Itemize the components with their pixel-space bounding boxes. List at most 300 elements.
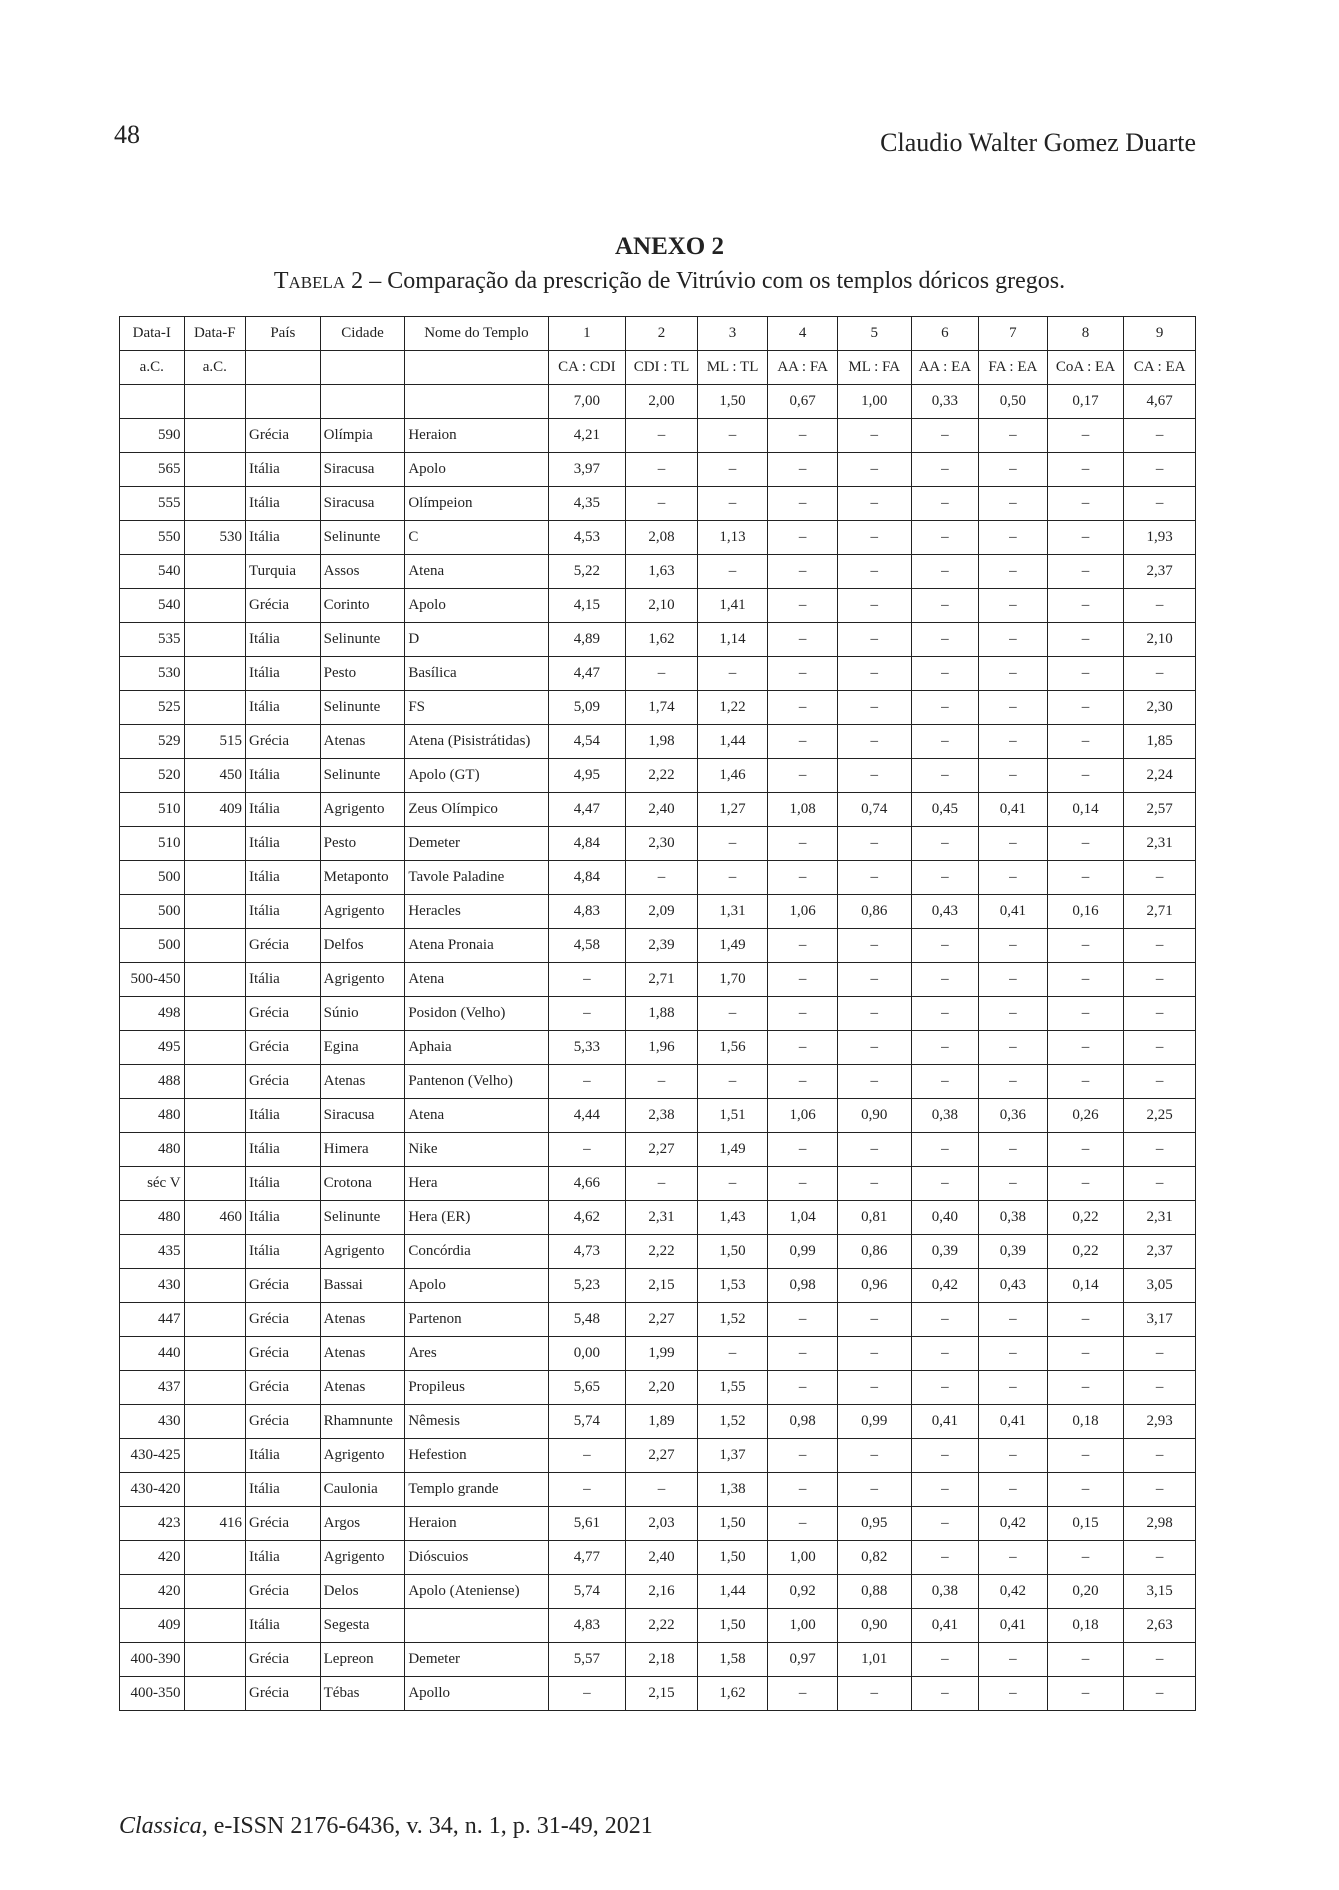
table-row <box>120 759 1196 793</box>
table-cell: Itália <box>246 1609 321 1643</box>
table-cell: – <box>911 759 979 793</box>
table-cell: 4,53 <box>548 521 626 555</box>
table-cell: – <box>979 1303 1048 1337</box>
table-cell: 4,84 <box>548 827 626 861</box>
table-cell: 1,44 <box>697 1575 768 1609</box>
table-cell: CDI : TL <box>626 351 698 385</box>
table-cell: – <box>1047 1439 1124 1473</box>
table-cell: – <box>837 1303 911 1337</box>
table-cell: Grécia <box>246 1303 321 1337</box>
table-cell: 540 <box>120 589 185 623</box>
table-cell: 0,14 <box>1047 1269 1124 1303</box>
table-cell: Propileus <box>405 1371 548 1405</box>
table-cell: Caulonia <box>320 1473 405 1507</box>
table-cell: – <box>979 555 1048 589</box>
table-cell: – <box>1047 589 1124 623</box>
table-cell: – <box>837 521 911 555</box>
running-head-author: Claudio Walter Gomez Duarte <box>880 128 1196 157</box>
table-caption-text: – Comparação da prescrição de Vitrúvio com os templos dóricos gregos. <box>363 268 1066 294</box>
table-cell: 4,62 <box>548 1201 626 1235</box>
table-cell <box>184 691 246 725</box>
table-cell: – <box>911 589 979 623</box>
footer-journal: Classica <box>119 1813 202 1839</box>
table-cell: 0,14 <box>1047 793 1124 827</box>
table-cell: Itália <box>246 861 321 895</box>
table-cell: 0,42 <box>911 1269 979 1303</box>
table-cell: 1,93 <box>1124 521 1196 555</box>
page-number: 48 <box>114 120 140 149</box>
table-cell: – <box>837 453 911 487</box>
table-cell: – <box>1047 997 1124 1031</box>
footer-citation <box>119 1813 653 1840</box>
table-cell: Itália <box>246 793 321 827</box>
table-cell: 2,08 <box>626 521 698 555</box>
table-cell: – <box>1047 1337 1124 1371</box>
table-cell: 4,35 <box>548 487 626 521</box>
table-cell: Atena <box>405 555 548 589</box>
table-row <box>120 487 1196 521</box>
table-cell: – <box>1047 1643 1124 1677</box>
table-cell: – <box>768 691 838 725</box>
table-cell: – <box>768 997 838 1031</box>
table-cell: CoA : EA <box>1047 351 1124 385</box>
table-cell <box>405 1609 548 1643</box>
table-row <box>120 691 1196 725</box>
table-row <box>120 1303 1196 1337</box>
table-cell: 0,50 <box>979 385 1048 419</box>
table-cell: – <box>979 657 1048 691</box>
table-cell: – <box>837 1133 911 1167</box>
table-cell: – <box>979 861 1048 895</box>
table-cell: 2,27 <box>626 1133 698 1167</box>
table-cell: – <box>837 1677 911 1711</box>
table-cell: – <box>768 929 838 963</box>
table-row <box>120 963 1196 997</box>
table-cell: – <box>1124 1677 1196 1711</box>
table-cell: Templo grande <box>405 1473 548 1507</box>
table-cell: – <box>626 419 698 453</box>
table-cell: Posidon (Velho) <box>405 997 548 1031</box>
table-cell <box>184 1031 246 1065</box>
table-cell: 6 <box>911 317 979 351</box>
table-cell: Hefestion <box>405 1439 548 1473</box>
table-cell: – <box>837 555 911 589</box>
table-cell: 0,45 <box>911 793 979 827</box>
table-cell: – <box>979 1133 1048 1167</box>
table-row <box>120 1065 1196 1099</box>
table-cell: – <box>979 1065 1048 1099</box>
table-cell: – <box>1047 623 1124 657</box>
table-cell: 0,86 <box>837 895 911 929</box>
table-cell: Atena <box>405 1099 548 1133</box>
table-cell: Concórdia <box>405 1235 548 1269</box>
table-cell: Himera <box>320 1133 405 1167</box>
table-cell: – <box>697 1065 768 1099</box>
table-cell: 2,40 <box>626 1541 698 1575</box>
table-row <box>120 1099 1196 1133</box>
table-cell: 0,33 <box>911 385 979 419</box>
table-cell: Delfos <box>320 929 405 963</box>
table-cell: Agrigento <box>320 963 405 997</box>
table-cell: 1,51 <box>697 1099 768 1133</box>
table-cell: 4,47 <box>548 793 626 827</box>
table-cell: 2,03 <box>626 1507 698 1541</box>
table-cell: – <box>837 1337 911 1371</box>
table-cell: 2,63 <box>1124 1609 1196 1643</box>
table-cell: 2,57 <box>1124 793 1196 827</box>
table-cell: 3,15 <box>1124 1575 1196 1609</box>
table-cell: 7,00 <box>548 385 626 419</box>
table-cell: 420 <box>120 1575 185 1609</box>
table-cell: 480 <box>120 1133 185 1167</box>
table-cell: 0,81 <box>837 1201 911 1235</box>
table-cell: – <box>1124 1065 1196 1099</box>
table-cell: – <box>911 1507 979 1541</box>
table-cell: – <box>911 521 979 555</box>
table-cell: C <box>405 521 548 555</box>
table-cell: – <box>1047 1065 1124 1099</box>
table-cell: – <box>768 589 838 623</box>
table-cell: – <box>979 419 1048 453</box>
table-cell: – <box>768 1065 838 1099</box>
table-cell: – <box>979 1677 1048 1711</box>
table-row <box>120 1031 1196 1065</box>
table-cell: Grécia <box>246 1065 321 1099</box>
table-cell: – <box>548 997 626 1031</box>
table-row <box>120 1235 1196 1269</box>
table-cell: 2,31 <box>1124 827 1196 861</box>
table-header-row <box>120 351 1196 385</box>
table-cell: Itália <box>246 1167 321 1201</box>
table-cell: – <box>768 419 838 453</box>
table-cell: 565 <box>120 453 185 487</box>
table-cell: 0,16 <box>1047 895 1124 929</box>
table-cell: 0,39 <box>911 1235 979 1269</box>
table-cell: 5,33 <box>548 1031 626 1065</box>
table-row <box>120 827 1196 861</box>
table-cell <box>184 1167 246 1201</box>
table-cell: Pantenon (Velho) <box>405 1065 548 1099</box>
table-cell: 0,96 <box>837 1269 911 1303</box>
table-cell: CA : CDI <box>548 351 626 385</box>
table-cell: Nike <box>405 1133 548 1167</box>
table-header-row <box>120 317 1196 351</box>
table-cell: Assos <box>320 555 405 589</box>
table-cell: 1,55 <box>697 1371 768 1405</box>
table-cell: 409 <box>184 793 246 827</box>
table-cell: 3,17 <box>1124 1303 1196 1337</box>
table-row <box>120 1167 1196 1201</box>
table-cell: 0,18 <box>1047 1405 1124 1439</box>
table-cell: 1,08 <box>768 793 838 827</box>
table-cell: – <box>911 1167 979 1201</box>
table-cell <box>184 1575 246 1609</box>
table-cell: 2,37 <box>1124 555 1196 589</box>
footer-citation-text: , e-ISSN 2176-6436, v. 34, n. 1, p. 31-49, 2021 <box>201 1813 653 1839</box>
table-cell: 1,37 <box>697 1439 768 1473</box>
table-cell: Súnio <box>320 997 405 1031</box>
table-cell: – <box>697 487 768 521</box>
table-row <box>120 623 1196 657</box>
table-cell: Itália <box>246 827 321 861</box>
table-cell: Grécia <box>246 589 321 623</box>
table-cell: 420 <box>120 1541 185 1575</box>
table-cell: Itália <box>246 1099 321 1133</box>
table-cell: – <box>768 1507 838 1541</box>
table-cell <box>184 1133 246 1167</box>
table-cell: 2,93 <box>1124 1405 1196 1439</box>
table-cell: – <box>1047 1031 1124 1065</box>
table-cell: Atenas <box>320 725 405 759</box>
table-cell: 0,20 <box>1047 1575 1124 1609</box>
table-cell: Apollo <box>405 1677 548 1711</box>
table-cell <box>184 1303 246 1337</box>
table-cell: 1,06 <box>768 1099 838 1133</box>
table-cell: 1,98 <box>626 725 698 759</box>
table-cell: 4,44 <box>548 1099 626 1133</box>
table-cell: 535 <box>120 623 185 657</box>
table-cell: 0,26 <box>1047 1099 1124 1133</box>
table-cell: Ares <box>405 1337 548 1371</box>
table-cell <box>184 929 246 963</box>
table-cell: 1,00 <box>768 1609 838 1643</box>
table-cell: Nêmesis <box>405 1405 548 1439</box>
table-row <box>120 895 1196 929</box>
table-cell: 0,42 <box>979 1507 1048 1541</box>
table-cell: Partenon <box>405 1303 548 1337</box>
table-cell: – <box>697 555 768 589</box>
table-cell: 1,38 <box>697 1473 768 1507</box>
table-cell: – <box>1047 487 1124 521</box>
table-cell: – <box>911 827 979 861</box>
table-cell: – <box>1047 419 1124 453</box>
table-cell: 495 <box>120 1031 185 1065</box>
table-cell: – <box>697 861 768 895</box>
table-cell: ML : TL <box>697 351 768 385</box>
table-cell: Itália <box>246 453 321 487</box>
table-cell: 2,09 <box>626 895 698 929</box>
table-cell: 1,13 <box>697 521 768 555</box>
table-cell: – <box>911 1337 979 1371</box>
table-cell: – <box>626 1065 698 1099</box>
table-cell: Apolo <box>405 1269 548 1303</box>
table-cell: 0,90 <box>837 1609 911 1643</box>
table-cell: 5,74 <box>548 1575 626 1609</box>
table-cell: Grécia <box>246 1405 321 1439</box>
table-row <box>120 861 1196 895</box>
table-cell: – <box>548 1677 626 1711</box>
table-cell: – <box>1047 691 1124 725</box>
table-cell: 1,63 <box>626 555 698 589</box>
table-cell: 2,71 <box>626 963 698 997</box>
table-cell: Grécia <box>246 1643 321 1677</box>
table-cell: – <box>1124 997 1196 1031</box>
table-cell <box>184 1405 246 1439</box>
table-cell: AA : FA <box>768 351 838 385</box>
table-cell: – <box>911 1031 979 1065</box>
table-cell: 1,49 <box>697 1133 768 1167</box>
table-cell: Turquia <box>246 555 321 589</box>
table-cell: 4,15 <box>548 589 626 623</box>
table-cell: 1,27 <box>697 793 768 827</box>
table-cell: 515 <box>184 725 246 759</box>
table-cell: – <box>768 1337 838 1371</box>
table-cell: 2,22 <box>626 759 698 793</box>
table-cell: – <box>837 1065 911 1099</box>
table-cell: Aphaia <box>405 1031 548 1065</box>
table-cell: – <box>1047 1541 1124 1575</box>
table-cell: 0,43 <box>911 895 979 929</box>
table-cell: 488 <box>120 1065 185 1099</box>
table-cell: 2,27 <box>626 1303 698 1337</box>
table-cell: – <box>768 1371 838 1405</box>
table-cell: – <box>697 453 768 487</box>
table-cell: Demeter <box>405 827 548 861</box>
table-cell: 530 <box>120 657 185 691</box>
table-cell: Itália <box>246 657 321 691</box>
table-cell: Grécia <box>246 1337 321 1371</box>
table-cell: Itália <box>246 623 321 657</box>
table-cell <box>246 351 321 385</box>
table-cell: CA : EA <box>1124 351 1196 385</box>
table-cell: – <box>911 963 979 997</box>
table-cell: 4 <box>768 317 838 351</box>
table-cell <box>320 351 405 385</box>
table-cell: 2,30 <box>626 827 698 861</box>
table-cell: 1,89 <box>626 1405 698 1439</box>
table-cell: Cidade <box>320 317 405 351</box>
table-cell: – <box>837 1473 911 1507</box>
table-cell: – <box>911 1065 979 1099</box>
table-cell <box>184 453 246 487</box>
table-cell: – <box>979 487 1048 521</box>
table-cell: Apolo (GT) <box>405 759 548 793</box>
table-cell: Selinunte <box>320 1201 405 1235</box>
table-cell: 1,14 <box>697 623 768 657</box>
table-cell: 4,54 <box>548 725 626 759</box>
table-cell: – <box>768 1031 838 1065</box>
table-cell: – <box>911 691 979 725</box>
table-cell: – <box>1124 1371 1196 1405</box>
table-row <box>120 419 1196 453</box>
table-cell <box>120 385 185 419</box>
table-cell: FA : EA <box>979 351 1048 385</box>
table-cell: 4,47 <box>548 657 626 691</box>
table-cell: – <box>768 1133 838 1167</box>
table-row <box>120 1269 1196 1303</box>
table-cell: – <box>979 521 1048 555</box>
table-cell: – <box>1124 1643 1196 1677</box>
table-cell: – <box>979 725 1048 759</box>
table-cell: Itália <box>246 1133 321 1167</box>
table-cell: 540 <box>120 555 185 589</box>
table-cell: Grécia <box>246 1269 321 1303</box>
table-cell: Delos <box>320 1575 405 1609</box>
table-cell: 1,62 <box>626 623 698 657</box>
table-cell: 4,67 <box>1124 385 1196 419</box>
table-cell: Itália <box>246 1439 321 1473</box>
table-cell: – <box>979 963 1048 997</box>
table-cell: 4,21 <box>548 419 626 453</box>
table-cell: – <box>768 759 838 793</box>
table-cell: 498 <box>120 997 185 1031</box>
table-cell: Grécia <box>246 1507 321 1541</box>
table-cell: Atena <box>405 963 548 997</box>
table-cell: Atenas <box>320 1337 405 1371</box>
table-cell: 1,70 <box>697 963 768 997</box>
table-cell: Crotona <box>320 1167 405 1201</box>
table-cell: – <box>979 589 1048 623</box>
table-cell: – <box>979 1031 1048 1065</box>
table-cell: 2,10 <box>1124 623 1196 657</box>
table-cell: Data-F <box>184 317 246 351</box>
table-cell: – <box>768 861 838 895</box>
table-cell: Argos <box>320 1507 405 1541</box>
table-cell: – <box>626 657 698 691</box>
table-cell: Itália <box>246 895 321 929</box>
table-cell <box>184 385 246 419</box>
table-cell: – <box>768 623 838 657</box>
table-cell: – <box>911 657 979 691</box>
table-cell: 423 <box>120 1507 185 1541</box>
table-cell: Olímpia <box>320 419 405 453</box>
table-cell: – <box>1124 589 1196 623</box>
table-cell: Atenas <box>320 1303 405 1337</box>
table-cell: 529 <box>120 725 185 759</box>
table-cell: – <box>837 419 911 453</box>
table-cell: – <box>1124 1473 1196 1507</box>
table-cell: 2,22 <box>626 1235 698 1269</box>
table-cell: 3,97 <box>548 453 626 487</box>
table-cell: 0,67 <box>768 385 838 419</box>
table-cell: Tavole Paladine <box>405 861 548 895</box>
table-cell: 1,00 <box>837 385 911 419</box>
table-cell: Selinunte <box>320 691 405 725</box>
table-cell: Atenas <box>320 1065 405 1099</box>
table-cell: – <box>1124 1167 1196 1201</box>
table-cell <box>184 1541 246 1575</box>
table-cell: 0,86 <box>837 1235 911 1269</box>
table-cell: 5,09 <box>548 691 626 725</box>
table-cell: 4,83 <box>548 895 626 929</box>
table-row <box>120 1541 1196 1575</box>
table-cell: 2,18 <box>626 1643 698 1677</box>
table-cell <box>184 1473 246 1507</box>
table-cell: – <box>837 1031 911 1065</box>
table-cell: – <box>1047 861 1124 895</box>
table-cell: – <box>911 1439 979 1473</box>
table-cell <box>184 657 246 691</box>
table-cell: 1,50 <box>697 1609 768 1643</box>
table-cell <box>184 861 246 895</box>
table-cell: 2,37 <box>1124 1235 1196 1269</box>
table-cell <box>184 487 246 521</box>
table-cell: 500 <box>120 895 185 929</box>
table-cell: – <box>1124 1439 1196 1473</box>
table-cell: – <box>768 1677 838 1711</box>
table-cell: 1,44 <box>697 725 768 759</box>
table-cell: 1,56 <box>697 1031 768 1065</box>
table-cell: – <box>548 963 626 997</box>
table-row <box>120 1643 1196 1677</box>
table-cell: Selinunte <box>320 623 405 657</box>
table-cell: – <box>626 453 698 487</box>
table-cell: Rhamnunte <box>320 1405 405 1439</box>
table-cell: – <box>837 827 911 861</box>
table-cell: 5,22 <box>548 555 626 589</box>
table-cell: Agrigento <box>320 793 405 827</box>
table-cell: 2,38 <box>626 1099 698 1133</box>
